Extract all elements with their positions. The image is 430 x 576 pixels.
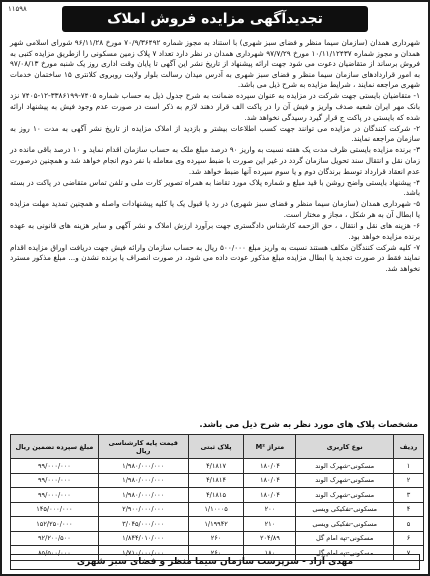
cell-plot: ۴/۱۸۱۴	[188, 473, 244, 488]
cell-usage: مسکونی-تفکیکی ویسی	[296, 517, 394, 532]
cell-row-number: ۱	[394, 459, 424, 474]
cell-row-number: ۳	[394, 488, 424, 503]
table-row	[11, 473, 424, 488]
table-row	[11, 531, 424, 546]
cell-deposit: ۹۹/۰۰۰/۰۰۰	[11, 459, 99, 474]
signature-text: مهدی آزاد - سرپرست سازمان سیما منظر و فضای سبز شهری	[76, 557, 354, 567]
condition-1: ۱- متقاضیان بایستی جهت شرکت در مزایده به عنوان سپرده ضمانت به شرح جدول ذیل به حساب شماره ۷۴۰۵-۳۳۸۶۱۹۹-۱۲-۷۴۰۵ نزد بانک مهر ایران شعبه صدف واریز و فیش آن را در پاکت الف قرار دهند لازم به ذکر است در صورت عدم وجود فیش به پیشنهاد ارائه شده که بایستی در پاکت ج قرار گیرد رسیدگی نخواهد شد.	[10, 91, 420, 122]
cell-area: ۲۱۰	[244, 517, 296, 532]
cell-row-number: ۶	[394, 531, 424, 546]
col-header-deposit: مبلغ سپرده تضمین ریال	[11, 435, 99, 459]
condition-7: ۷- کلیه شرکت کنندگان مکلف هستند نسبت به واریز مبلغ ۵۰۰/۰۰۰ ریال به حساب سازمان وارائه فیش جهت دریافت اوراق مزایده اقدام نمایند فقط در صورت تجدید یا ابطال مزایده مبلغ مذکور عودت داده می شود، در صورت انصراف یا برنده نشدن و... مبلغ مذکور مسترد نخواهد شد.	[10, 242, 420, 273]
cell-usage: مسکونی-شهرک الوند	[296, 459, 394, 474]
cell-area: ۲۰۰	[244, 502, 296, 517]
cell-plot: ۴/۱۸۱۵	[188, 488, 244, 503]
cell-row-number: ۵	[394, 517, 424, 532]
cell-usage: مسکونی-شهرک الوند	[296, 473, 394, 488]
cell-area: ۱۸۰/۰۴	[244, 459, 296, 474]
cell-deposit: ۹۹/۰۰۰/۰۰۰	[11, 473, 99, 488]
cell-deposit: ۸۵/۵۰۰/۰۰۰	[11, 546, 99, 561]
intro-paragraph: شهرداری همدان (سازمان سیما منظر و فضای سبز شهری) با استناد به مجوز شماره ۷۰/۹/۳۶۴۹۲ مورخ ۹۶/۱۱/۲۸ شورای اسلامی شهر همدان و مجوز شماره ۱۰/۱۱/۱۲۴۳۷ مورخ ۹۷/۷/۲۹ شهرداری همدان در نظر دارد تعداد ۷ پلاک زمین مسکونی را ازطریق مزایده کتبی به فروش برساند از متقاضیان دعوت می شود جهت ارائه پیشنهاد از تاریخ نشر این آگهی تا پایان وقت اداری روز یک شنبه مورخ ۹۷/۰۸/۱۳ به امور قراردادهای سازمان سیما منظر و فضای سبز شهری به آدرس میدان رسالت بلوار ولایت روبروی کلانتری ۱۵ ساختمان خدمات شهری مراجعه نمایند ، شرایط مزایده به شرح ذیل می باشد.	[10, 38, 421, 90]
cell-usage: مسکونی-تفکیکی ویسی	[296, 502, 394, 517]
cell-base-price: ۱/۹۸۰/۰۰۰/۰۰۰	[98, 459, 188, 474]
table-row	[11, 502, 424, 517]
condition-3: ۳- برنده مزایده بایستی ظرف مدت یک هفته نسبت به واریز ۹۰ درصد مبلغ ملک به حساب سازمان اقدام نماید و ۱۰ درصد باقی مانده در زمان نقل و انتقال سند تحویل سازمان گردد در غیر این صورت با ضبط سپرده وی معامله با نفر دوم انجام خواهد شد و همچنین درصورت عدم انعقاد قرارداد توسط برندگان دوم و یا سوم سپرده آنها ضبط خواهد شد.	[10, 145, 420, 176]
ad-number: ۱۱۵۹۸	[8, 5, 27, 13]
cell-area: ۱۸۰	[244, 546, 296, 561]
plots-table	[10, 434, 424, 561]
cell-area: ۱۸۰/۰۴	[244, 473, 296, 488]
cell-plot: ۱/۱۹۹۴۲	[188, 517, 244, 532]
table-row	[11, 488, 424, 503]
table-header-row	[11, 435, 424, 459]
cell-area: ۱۸۰/۰۴	[244, 488, 296, 503]
cell-deposit: ۹۲/۲۰۰/۵۰۰	[11, 531, 99, 546]
table-title: مشخصات پلاک های مورد نظر به شرح ذیل می باشد.	[199, 420, 418, 430]
title-bar	[62, 6, 368, 32]
cell-row-number: ۲	[394, 473, 424, 488]
cell-usage: مسکونی-شهرک الوند	[296, 488, 394, 503]
cell-deposit: ۱۴۵/۰۰۰/۰۰۰	[11, 502, 99, 517]
condition-5: ۵- شهرداری همدان (سازمان سیما منظر و فضای سبز شهری) در رد یا قبول یک یا کلیه پیشنهادات واصله و همچنین تمدید مهلت مزایده یا ابطال آن به هر شکل ، مجاز و مختار است.	[10, 199, 420, 219]
signature-footer	[10, 554, 420, 570]
cell-plot: ۴/۱۸۱۷	[188, 459, 244, 474]
table-row	[11, 517, 424, 532]
cell-deposit: ۹۹/۰۰۰/۰۰۰	[11, 488, 99, 503]
col-header-area: متراژ M²	[244, 435, 296, 459]
col-header-row-number: ردیف	[394, 435, 424, 459]
col-header-base-price: قیمت پایه کارشناسی ریال	[98, 435, 188, 459]
cell-base-price: ۳/۰۴۵/۰۰۰/۰۰۰	[98, 517, 188, 532]
cell-usage: مسکونی-تپه امام گل	[296, 531, 394, 546]
cell-base-price: ۲/۹۰۰/۰۰۰/۰۰۰	[98, 502, 188, 517]
condition-6: ۶- هزینه های نقل و انتقال ، حق الزحمه کارشناس دادگستری جهت برآورد ارزش املاک و نشر آگهی و سایر هزینه های قانونی به عهده برنده مزایده خواهد بود.	[10, 221, 420, 241]
cell-plot: ۲۶۰	[188, 546, 244, 561]
table-row	[11, 459, 424, 474]
cell-base-price: ۱/۸۴۴/۰۱۰/۰۰۰	[98, 531, 188, 546]
cell-plot: ۱/۱۰۰۰۵	[188, 502, 244, 517]
col-header-usage: نوع کاربری	[296, 435, 394, 459]
cell-base-price: ۱/۹۸۰/۰۰۰/۰۰۰	[98, 473, 188, 488]
cell-plot: ۲۶۰	[188, 531, 244, 546]
cell-area: ۲۰۴/۸۹	[244, 531, 296, 546]
conditions-text	[10, 38, 420, 275]
condition-2: ۲- شرکت کنندگان در مزایده می توانند جهت کسب اطلاعات بیشتر و بازدید از املاک مزایده از تاریخ نشر آگهی به مدت ۱۰ روز به سازمان مراجعه نمایند.	[10, 123, 420, 144]
cell-base-price: ۱/۷۱۰/۰۰۰/۰۰۰	[98, 546, 188, 561]
cell-row-number: ۷	[394, 546, 424, 561]
page-title: تجدیدآگهی مزایده فروش املاک	[107, 11, 323, 27]
cell-base-price: ۱/۹۸۰/۰۰۰/۰۰۰	[98, 488, 188, 503]
cell-row-number: ۴	[394, 502, 424, 517]
condition-4: ۴- پیشنهاد بایستی واضح روشن با قید مبلغ و شماره پلاک مورد تقاضا به همراه تصویر کارت ملی و تلفن تماس متقاضی در پاکت در بسته باشد.	[10, 177, 420, 198]
cell-deposit: ۱۵۲/۲۵۰/۰۰۰	[11, 517, 99, 532]
col-header-plot: پلاک ثبتی	[188, 435, 244, 459]
cell-usage: مسکونی-تپه امام گل	[296, 546, 394, 561]
